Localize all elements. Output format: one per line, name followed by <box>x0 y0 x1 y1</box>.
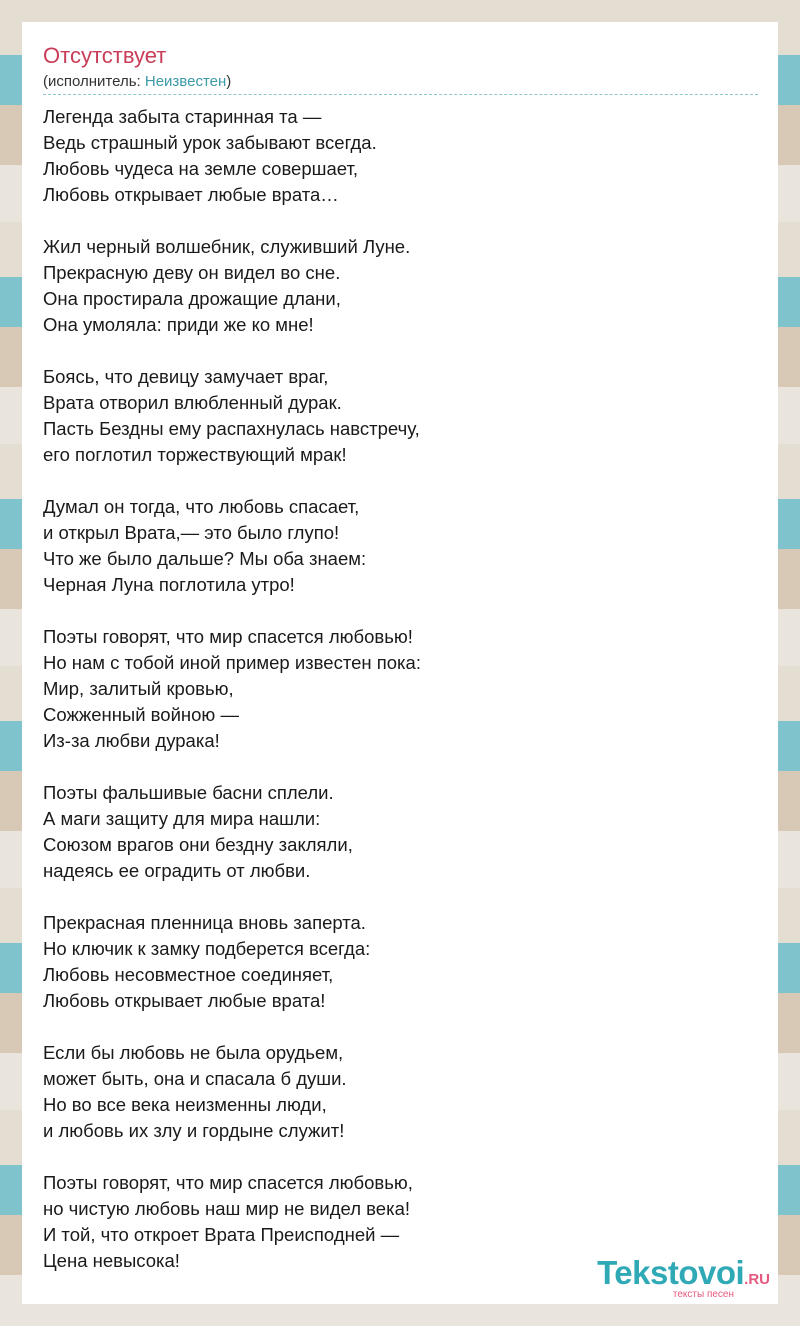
lyrics-line: Любовь чудеса на земле совершает, <box>43 158 359 179</box>
lyrics-line: его поглотил торжествующий мрак! <box>43 444 347 465</box>
lyrics-card <box>22 22 778 1304</box>
lyrics-line: Прекрасная пленница вновь заперта. <box>43 912 366 933</box>
lyrics-line: Но нам с тобой иной пример известен пока: <box>43 652 421 673</box>
lyrics-stanza <box>43 364 743 468</box>
lyrics-line: Любовь несовместное соединяет, <box>43 964 334 985</box>
lyrics-line: Она простирала дрожащие длани, <box>43 288 341 309</box>
lyrics-stanza <box>43 910 743 1014</box>
lyrics-line: и любовь их злу и гордыне служит! <box>43 1120 345 1141</box>
lyrics-line: Но во все века неизменны люди, <box>43 1094 327 1115</box>
lyrics-line: Жил черный волшебник, служивший Луне. <box>43 236 411 257</box>
lyrics-line: Любовь открывает любые врата! <box>43 990 326 1011</box>
lyrics-line: Сожженный войною — <box>43 704 239 725</box>
lyrics-stanza <box>43 780 743 884</box>
lyrics-stanza <box>43 624 743 754</box>
logo-tagline: тексты песен <box>672 1289 734 1300</box>
lyrics-line: Она умоляла: приди же ко мне! <box>43 314 314 335</box>
lyrics-line: может быть, она и спасала б души. <box>43 1068 347 1089</box>
lyrics-line: Поэты говорят, что мир спасется любовью, <box>43 1172 413 1193</box>
lyrics-stanza <box>43 104 743 208</box>
lyrics-line: И той, что откроет Врата Преисподней — <box>43 1224 400 1245</box>
lyrics-body <box>43 104 743 1300</box>
lyrics-line: и открыл Врата,— это было глупо! <box>43 522 340 543</box>
artist-link[interactable]: Неизвестен <box>144 73 227 90</box>
lyrics-line: Думал он тогда, что любовь спасает, <box>43 496 360 517</box>
lyrics-stanza <box>43 234 743 338</box>
lyrics-line: Но ключик к замку подберется всегда: <box>43 938 371 959</box>
song-title: Отсутствует <box>43 43 167 68</box>
lyrics-line: Пасть Бездны ему распахнулась навстречу, <box>43 418 420 439</box>
lyrics-line: Ведь страшный урок забывают всегда. <box>43 132 377 153</box>
lyrics-stanza <box>43 1040 743 1144</box>
logo-tld: .RU <box>744 1271 770 1288</box>
lyrics-line: Что же было дальше? Мы оба знаем: <box>43 548 367 569</box>
lyrics-line: Врата отворил влюбленный дурак. <box>43 392 342 413</box>
lyrics-line: Если бы любовь не была орудьем, <box>43 1042 344 1063</box>
lyrics-line: Легенда забыта старинная та — <box>43 106 322 127</box>
meta-suffix: ) <box>226 73 232 90</box>
logo-name: Tekstovoi <box>597 1254 745 1291</box>
lyrics-line: Боясь, что девицу замучает враг, <box>43 366 329 387</box>
lyrics-line: Союзом врагов они бездну закляли, <box>43 834 353 855</box>
lyrics-line: Поэты говорят, что мир спасется любовью! <box>43 626 413 647</box>
meta-prefix: (исполнитель: <box>43 73 145 90</box>
song-meta <box>43 72 758 95</box>
lyrics-line: но чистую любовь наш мир не видел века! <box>43 1198 410 1219</box>
lyrics-line: Поэты фальшивые басни сплели. <box>43 782 334 803</box>
site-logo[interactable] <box>560 1256 770 1300</box>
lyrics-line: Прекрасную деву он видел во сне. <box>43 262 341 283</box>
lyrics-line: Любовь открывает любые врата… <box>43 184 339 205</box>
lyrics-line: Мир, залитый кровью, <box>43 678 234 699</box>
lyrics-line: Цена невысока! <box>43 1250 180 1271</box>
lyrics-line: Из-за любви дурака! <box>43 730 220 751</box>
lyrics-line: А маги защиту для мира нашли: <box>43 808 321 829</box>
lyrics-stanza <box>43 494 743 598</box>
lyrics-line: Черная Луна поглотила утро! <box>43 574 295 595</box>
lyrics-line: надеясь ее оградить от любви. <box>43 860 311 881</box>
